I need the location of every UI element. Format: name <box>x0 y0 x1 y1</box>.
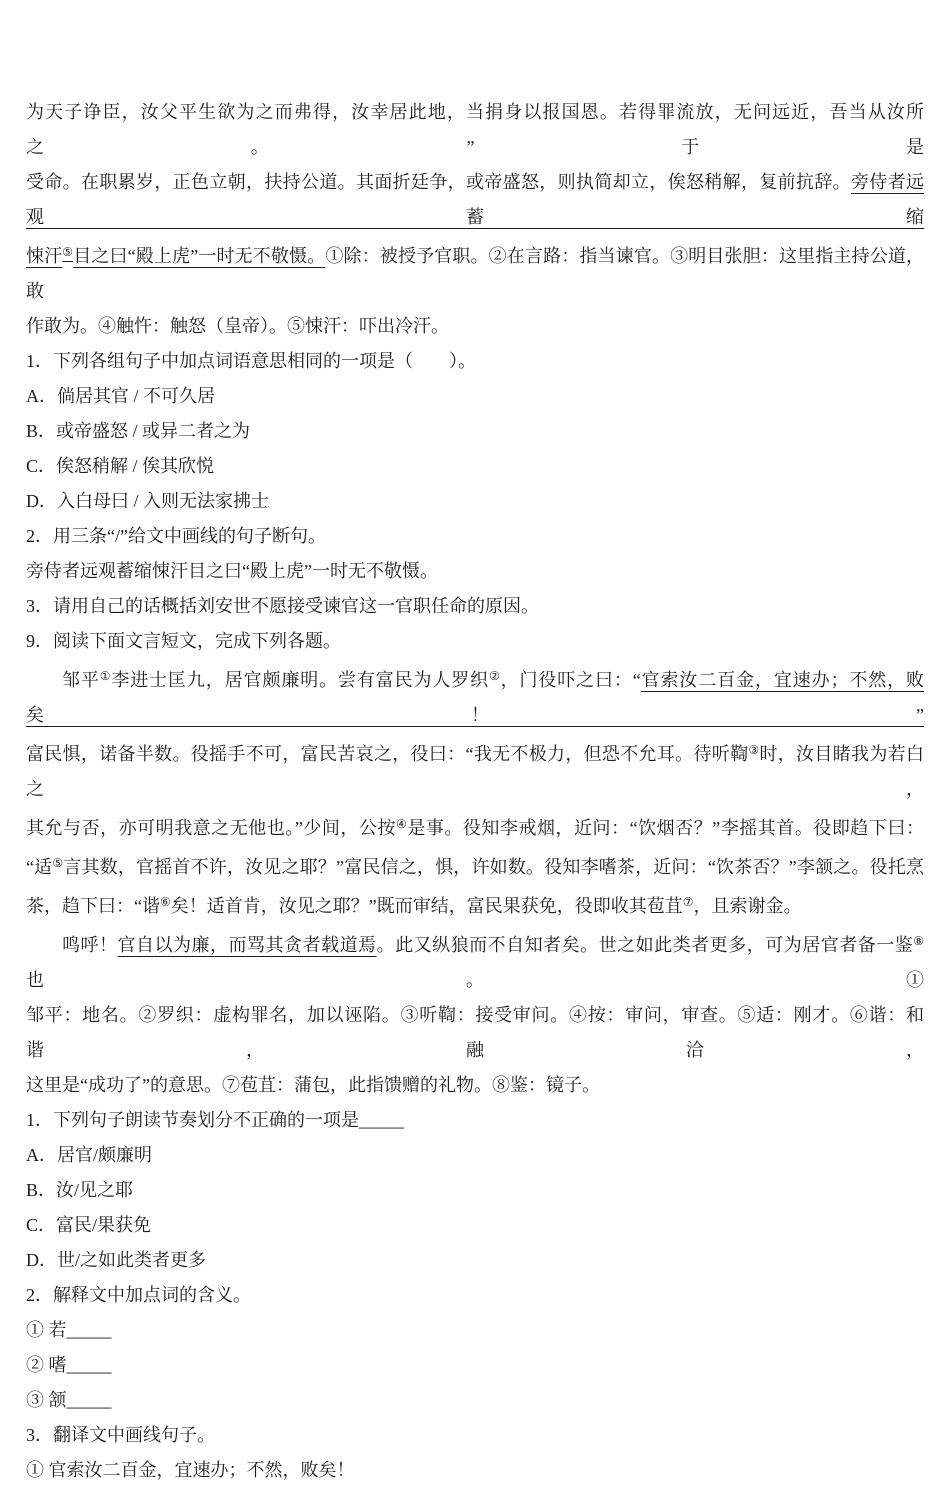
question2-1-option-c: C．富民/果获免 <box>26 1215 152 1235</box>
question1-option-d: D．入白母曰 / 入则无法家拂士 <box>26 491 269 511</box>
footnote-marker-2: ② <box>489 669 501 683</box>
passage3-line-2 <box>26 998 924 1068</box>
footnotes-text: ①除：被授予官职。②在言路：指当谏官。③明目张胆：这里指主持公道，敢 <box>26 246 924 301</box>
underlined-passage-text: 旁侍者远观蓄缩 <box>26 172 924 227</box>
question2-2-blank-3: ③ 颔_____ <box>26 1390 112 1410</box>
passage-text: 鸣呼！ <box>62 935 118 955</box>
passage-text: ，门役吓之曰：“ <box>500 670 641 690</box>
footnote-marker-4: ④ <box>396 817 408 831</box>
passage1-line-4 <box>26 309 924 344</box>
passage-text: 其允与否，亦可明我意之无他也。”少间，公按 <box>26 818 397 838</box>
footnote-marker-7: ⑦ <box>682 895 694 909</box>
question2-2-blank-2: ② 嗜_____ <box>26 1355 112 1375</box>
passage-text: 受命。在职累岁，正色立朝，扶持公道。其面折廷争，或帝盛怒，则执简却立，俟怒稍解，复前抗辞。 <box>26 172 851 192</box>
question3-stem: 3．请用自己的话概括刘安世不愿接受谏官这一官职任命的原因。 <box>26 596 539 616</box>
passage-text: 是事。役知李戒烟，近问：“饮烟否？”李摇其首。役即趋下曰： <box>407 818 924 838</box>
passage1-line-2 <box>26 165 924 235</box>
passage3-line-1 <box>26 924 924 998</box>
passage2-line-1 <box>26 659 924 733</box>
passage2-line-4 <box>26 846 924 885</box>
underlined-passage-text: 官自以为廉，而骂其贪者载道焉 <box>117 935 377 955</box>
passage-text: 。此又纵狼而不自知者矣。世之如此类者更多，可为居官者备一鉴 <box>376 935 914 955</box>
question1-option-a: A．倘居其官 / 不可久居 <box>26 386 215 406</box>
passage-text: 邹平 <box>62 670 100 690</box>
question1-option-c: C．俟怒稍解 / 俟其欣悦 <box>26 456 215 476</box>
footnote-marker-5: ⑤ <box>52 856 64 870</box>
passage-text: “适 <box>26 857 53 877</box>
footnotes-text: 邹平：地名。②罗织：虚构罪名，加以诬陷。③听鞫：接受审问。④按：审问，审查。⑤适：刚才。⑥谐：和谐，融洽， <box>26 1005 924 1060</box>
passage2-line-3 <box>26 807 924 846</box>
question2-2-blank-1: ① 若_____ <box>26 1320 112 1340</box>
question2-3-stem: 3．翻译文中画线句子。 <box>26 1425 215 1445</box>
passage3-line-3 <box>26 1068 924 1103</box>
question1-option-b: B．或帝盛怒 / 或异二者之为 <box>26 421 251 441</box>
passage-text: 也。① <box>26 970 924 990</box>
passage1-line-1 <box>26 95 924 165</box>
underlined-passage-text: 目之曰“殿上虎”一时无不敬慑。 <box>73 246 326 266</box>
passage-text: 李进士匡九，居官颇廉明。尝有富民为人罗织 <box>111 670 489 690</box>
footnote-marker-3: ③ <box>748 743 760 757</box>
question2-1-option-d: D．世/之如此类者更多 <box>26 1250 206 1270</box>
underlined-passage-text: 官索汝二百金，宜速办；不然，败矣！” <box>26 670 924 725</box>
footnotes-text: 这里是“成功了”的意思。⑦苞苴：蒲包，此指馈赠的礼物。⑧鉴：镜子。 <box>26 1075 600 1095</box>
passage1-line-3 <box>26 235 924 309</box>
question2-stem: 2．用三条“/”给文中画线的句子断句。 <box>26 526 326 546</box>
footnote-marker-8: ⑧ <box>913 934 925 948</box>
passage-text: 矣！适首肯，汝见之耶？”既而审结，富民果获免，役即收其苞苴 <box>170 896 683 916</box>
question2-1-option-b: B．汝/见之耶 <box>26 1180 134 1200</box>
question2-1-option-a: A．居官/颇廉明 <box>26 1145 152 1165</box>
footnote-marker-1: ① <box>99 669 112 683</box>
question2-2-stem: 2．解释文中加点词的含义。 <box>26 1285 251 1305</box>
question1-stem: 1．下列各组句子中加点词语意思相同的一项是（ ）。 <box>26 351 476 371</box>
passage-text: 为天子诤臣，汝父平生欲为之而弗得，汝幸居此地，当捐身以报国恩。若得罪流放，无问远近，吾当从汝所之。”于是 <box>26 102 924 157</box>
passage-text: 言其数，官摇首不许，汝见之耶？”富民信之，惧，许如数。役知李嗜茶，近问：“饮茶否？”李颔之。役托烹 <box>63 857 924 877</box>
passage-text: 茶，趋下曰：“谐 <box>26 896 160 916</box>
passage2-line-2 <box>26 733 924 807</box>
passage-text: 富民惧，诺备半数。役摇手不可，富民苦哀之，役曰：“我无不极力，但恐不允耳。待听鞫 <box>26 744 749 764</box>
underlined-passage-text: 悚汗 <box>26 246 63 266</box>
passage-text: ，且索谢金。 <box>693 896 802 916</box>
passage-text: 时，汝目睹我为若白之， <box>26 744 924 799</box>
footnote-marker-6: ⑥ <box>160 895 171 909</box>
question2-sentence: 旁侍者远观蓄缩悚汗目之曰“殿上虎”一时无不敬慑。 <box>26 561 438 581</box>
question2-1-stem: 1．下列句子朗读节奏划分不正确的一项是_____ <box>26 1110 404 1130</box>
footnote-marker-5: ⑤ <box>62 245 74 259</box>
question9-stem: 9．阅读下面文言短文，完成下列各题。 <box>26 631 341 651</box>
passage2-line-5 <box>26 885 924 924</box>
question2-3-sentence: ① 官索汝二百金，宜速办；不然，败矣！ <box>26 1460 355 1480</box>
footnotes-text: 作敢为。④触忤：触怒（皇帝）。⑤悚汗：吓出冷汗。 <box>26 316 449 336</box>
